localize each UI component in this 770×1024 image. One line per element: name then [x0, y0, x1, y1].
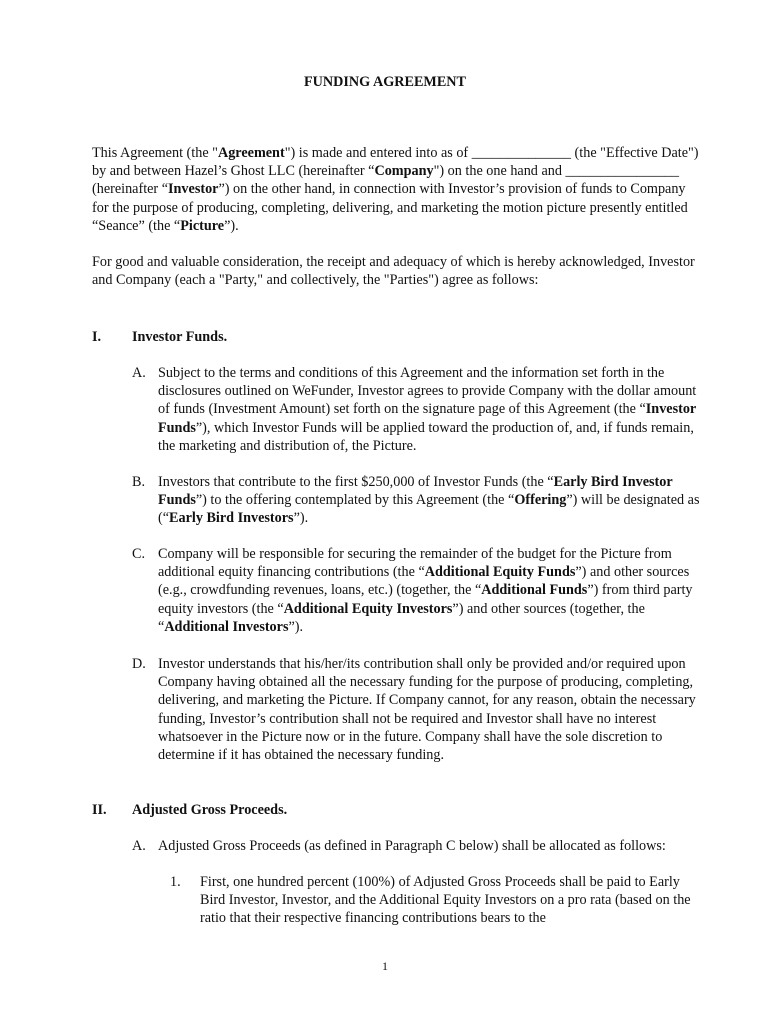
defined-term: Early Bird Investors: [169, 510, 294, 527]
text-run: ”) will be designated as (“: [158, 492, 700, 527]
defined-term: Investor Funds: [158, 401, 696, 436]
text-run: ”).: [224, 217, 239, 234]
intro-paragraph: [92, 144, 702, 235]
text-run: ”).: [288, 618, 304, 635]
text-run: ”) and other sources (e.g., crowdfunding revenues, loans, etc.) (together, the “: [158, 564, 690, 599]
defined-term: Additional Equity Funds: [424, 564, 576, 581]
item-label: A.: [132, 365, 146, 381]
item-label: A.: [132, 838, 146, 854]
section-2-number: II.: [92, 802, 107, 818]
text-run: This Agreement (the ": [92, 145, 218, 161]
text-run: Company will be responsible for securing the remainder of the budget for the Picture from additional equity financing contributions (the “: [158, 546, 672, 581]
text-run: Subject to the terms and conditions of this Agreement and the information set forth in the disclosures outlined on WeFunder, Investor agrees to provide Company with the dollar amount of funds (Investment Amount) set forth on the signature page of this Agreement (the “: [158, 365, 697, 418]
item-text: Adjusted Gross Proceeds (as defined in Paragraph C below) shall be allocated as follows:: [158, 838, 666, 854]
defined-term: Investor: [168, 181, 219, 198]
section-1-heading: Investor Funds.: [132, 329, 228, 345]
defined-term: Additional Funds: [481, 582, 588, 599]
subitem-label: 1.: [170, 874, 181, 890]
defined-term: Additional Equity Investors: [283, 600, 453, 617]
defined-term: Early Bird Investor Funds: [158, 474, 673, 509]
consideration-paragraph: For good and valuable consideration, the receipt and adequacy of which is hereby acknowledged, Investor and Company (each a "Party," and collectively, the "Parties") agree as follows:: [92, 254, 695, 289]
item-label: C.: [132, 546, 146, 562]
item-label: D.: [132, 656, 146, 672]
item-text: [158, 473, 708, 528]
defined-term: Picture: [180, 217, 225, 234]
defined-term: Company: [374, 163, 434, 180]
text-run: ”).: [293, 510, 309, 527]
text-run: ”), which Investor Funds will be applied toward the production of, and, if funds remain, the marketing and distribution of, the Picture.: [158, 419, 694, 454]
text-run: ") on the one hand and ________________ (hereinafter “: [92, 163, 679, 198]
text-run: ”) and other sources (together, the “: [158, 600, 645, 635]
text-run: Investor understands that his/her/its contribution shall only be provided and/or required upon Company having obtained all the necessary funding for the purpose of producing, completing, delivering, and marketing the Picture. If Company cannot, for any reason, obtain the necessary funding, Investor’s contribution shall not be required and Investor shall have no interest whatsoever in the Picture now or in the future. Company shall have the sole discretion to determine if it has obtained the necessary funding.: [158, 656, 696, 764]
text-run: ”) from third party equity investors (the “: [158, 582, 693, 617]
text-run: ”) to the offering contemplated by this Agreement (the “: [195, 492, 515, 509]
defined-term: Offering: [514, 492, 567, 509]
defined-term: Additional Investors: [164, 618, 289, 635]
document-title: FUNDING AGREEMENT: [304, 74, 466, 90]
item-label: B.: [132, 474, 146, 490]
text-run: ”) on the other hand, in connection with Investor’s provision of funds to Company for the purpose of producing, completing, delivering, and marketing the motion picture presently entitled “Seance” (the “: [92, 181, 688, 234]
section-2-heading: Adjusted Gross Proceeds.: [132, 802, 288, 818]
page-number: 1: [382, 959, 388, 973]
item-text: [158, 655, 708, 764]
item-text: [158, 364, 708, 455]
text-run: ") is made and entered into as of ______________ (the "Effective Date") by and between Hazel’s Ghost LLC (hereinafter “: [92, 145, 699, 180]
subitem-text: First, one hundred percent (100%) of Adjusted Gross Proceeds shall be paid to Early Bird Investor, Investor, and the Additional Equity Investors on a pro rata (based on the ratio that their respective financing contributions bears to the: [200, 874, 691, 927]
defined-term: Agreement: [217, 145, 285, 161]
item-text: [158, 545, 708, 636]
text-run: Investors that contribute to the first $250,000 of Investor Funds (the “: [158, 474, 554, 490]
section-1-number: I.: [92, 329, 102, 345]
